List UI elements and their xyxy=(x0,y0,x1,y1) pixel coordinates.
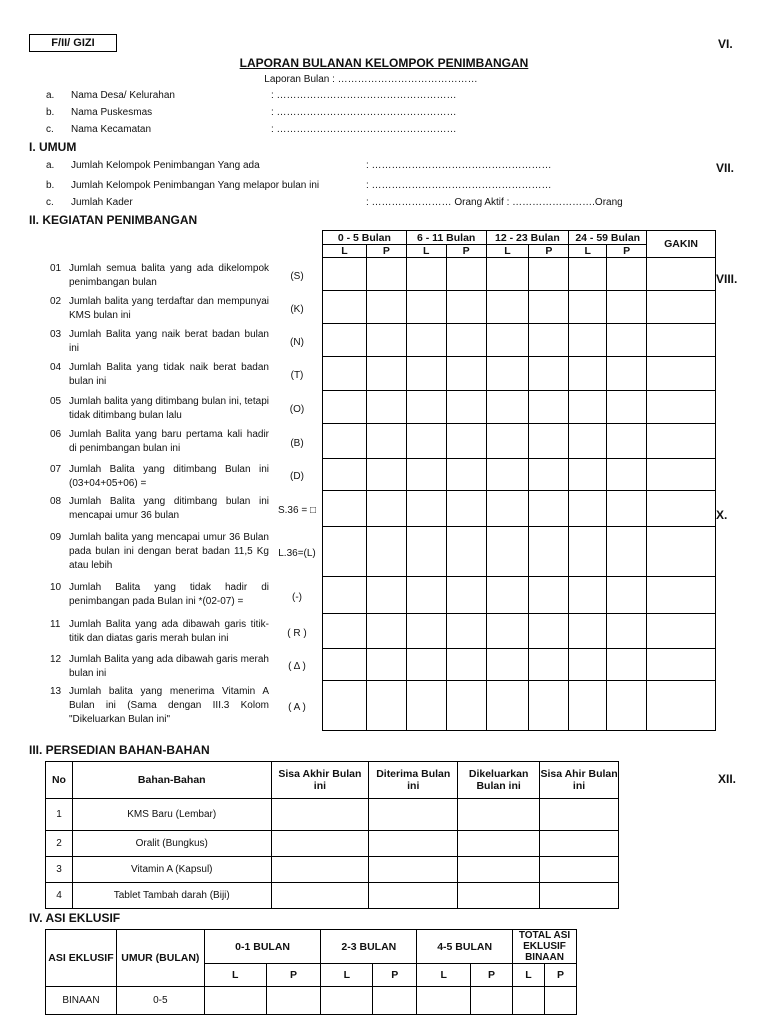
col-bahan: Bahan-Bahan xyxy=(72,762,271,799)
kegiatan-cell[interactable] xyxy=(486,527,529,577)
identity-label: Nama Desa/ Kelurahan xyxy=(71,90,175,101)
asi-group-header: 2-3 BULAN xyxy=(321,930,417,964)
persediaan-cell[interactable] xyxy=(271,831,369,857)
persediaan-no: 1 xyxy=(46,799,73,831)
margin-roman-x: X. xyxy=(716,508,728,522)
asi-sub-l: L xyxy=(204,964,266,987)
kegiatan-cell[interactable] xyxy=(323,291,367,324)
kegiatan-cell[interactable] xyxy=(366,614,406,649)
kegiatan-cell[interactable] xyxy=(406,577,446,614)
kegiatan-row xyxy=(323,649,716,681)
persediaan-cell[interactable] xyxy=(369,857,458,883)
kegiatan-cell[interactable] xyxy=(446,424,486,459)
persediaan-cell[interactable] xyxy=(369,799,458,831)
kegiatan-cell[interactable] xyxy=(323,324,367,357)
group-header: 24 - 59 Bulan xyxy=(569,231,647,245)
persediaan-cell[interactable] xyxy=(369,883,458,909)
kegiatan-row-text: Jumlah Balita yang baru pertama kali hadir di penimbangan bulan ini xyxy=(69,429,269,454)
kegiatan-row-text: Jumlah Balita yang ada dibawah garis merah bulan ini xyxy=(69,654,269,679)
umum-label: Jumlah Kelompok Penimbangan Yang ada xyxy=(71,160,260,171)
kegiatan-cell[interactable] xyxy=(529,491,569,527)
kegiatan-row-code: (S) xyxy=(290,270,304,282)
persediaan-row xyxy=(46,799,619,831)
kegiatan-cell[interactable] xyxy=(366,649,406,681)
kegiatan-row-code: (T) xyxy=(290,370,304,381)
kegiatan-row-text: Jumlah semua balita yang ada dikelompok penimbangan bulan xyxy=(69,263,269,288)
kegiatan-cell[interactable] xyxy=(366,527,406,577)
umum-letter: b. xyxy=(46,180,55,191)
sub-header-l: L xyxy=(323,245,367,258)
section-persediaan-title: III. PERSEDIAN BAHAN-BAHAN xyxy=(29,743,210,757)
kegiatan-row-number: 07 xyxy=(50,464,62,475)
kegiatan-cell[interactable] xyxy=(529,577,569,614)
page-title: LAPORAN BULANAN KELOMPOK PENIMBANGAN xyxy=(239,56,529,70)
margin-roman-vii: VII. xyxy=(716,161,735,175)
sub-header-p: P xyxy=(607,245,647,258)
identity-value: : ……………………………………………… xyxy=(271,124,457,135)
kegiatan-cell[interactable] xyxy=(607,291,647,324)
kegiatan-cell[interactable] xyxy=(366,681,406,731)
kegiatan-cell[interactable] xyxy=(323,681,367,731)
kegiatan-cell[interactable] xyxy=(486,459,529,491)
col-dikeluarkan: Dikeluarkan Bulan ini xyxy=(458,762,540,799)
kegiatan-row-code: ( R ) xyxy=(287,627,307,639)
kegiatan-cell[interactable] xyxy=(323,357,367,391)
kegiatan-cell[interactable] xyxy=(529,357,569,391)
umum-label: Jumlah Kader xyxy=(71,197,133,208)
kegiatan-cell[interactable] xyxy=(406,681,446,731)
kegiatan-row xyxy=(323,681,716,731)
kegiatan-cell[interactable] xyxy=(366,424,406,459)
kegiatan-cell[interactable] xyxy=(323,391,367,424)
section-umum-title: I. UMUM xyxy=(29,140,77,154)
kegiatan-cell[interactable] xyxy=(569,577,607,614)
kegiatan-row-code: (-) xyxy=(292,591,302,603)
kegiatan-row-text: Jumlah balita yang mencapai umur 36 Bulan pada bulan ini dengan berat badan 11,5 Kg atau lebih xyxy=(69,532,269,571)
umum-value: : ……………………………………………… xyxy=(366,160,552,171)
section-asi-title: IV. ASI EKLUSIF xyxy=(29,911,121,925)
asi-sub-p: P xyxy=(266,964,321,987)
kegiatan-cell[interactable] xyxy=(647,577,716,614)
identity-value: : ……………………………………………… xyxy=(271,107,457,118)
kegiatan-row-code: ( Δ ) xyxy=(288,661,306,672)
kegiatan-cell[interactable] xyxy=(406,357,446,391)
kegiatan-cell[interactable] xyxy=(607,527,647,577)
kegiatan-row-number: 06 xyxy=(50,429,62,440)
kegiatan-cell[interactable] xyxy=(323,527,367,577)
kegiatan-row-number: 03 xyxy=(50,329,62,340)
kegiatan-row-code: S.36 = □ xyxy=(277,505,316,516)
kegiatan-cell[interactable] xyxy=(323,614,367,649)
kegiatan-cell[interactable] xyxy=(569,491,607,527)
kegiatan-cell[interactable] xyxy=(607,614,647,649)
kegiatan-cell[interactable] xyxy=(446,649,486,681)
kegiatan-cell[interactable] xyxy=(529,527,569,577)
col-no: No xyxy=(46,762,73,799)
kegiatan-cell[interactable] xyxy=(607,577,647,614)
kegiatan-row-text: Jumlah Balita yang ditimbang Bulan ini (03+04+05+06) = xyxy=(69,464,269,489)
kegiatan-row-number: 09 xyxy=(50,532,62,543)
kegiatan-row xyxy=(323,324,716,357)
group-header: 6 - 11 Bulan xyxy=(406,231,486,245)
umum-value: : …………………… Orang Aktif : …………………….Orang xyxy=(366,197,623,208)
kegiatan-cell[interactable] xyxy=(366,291,406,324)
kegiatan-row-number: 12 xyxy=(50,654,62,665)
asi-cell[interactable] xyxy=(321,987,373,1015)
kegiatan-cell[interactable] xyxy=(406,324,446,357)
persediaan-row xyxy=(46,883,619,909)
kegiatan-cell[interactable] xyxy=(647,614,716,649)
persediaan-cell[interactable] xyxy=(369,831,458,857)
sub-header-p: P xyxy=(446,245,486,258)
kegiatan-cell[interactable] xyxy=(569,649,607,681)
kegiatan-row-text: Jumlah balita yang terdaftar dan mempunyai KMS bulan ini xyxy=(69,296,269,321)
asi-col-umur: UMUR (BULAN) xyxy=(116,930,204,987)
persediaan-cell[interactable] xyxy=(540,883,619,909)
kegiatan-cell[interactable] xyxy=(446,258,486,291)
persediaan-cell[interactable] xyxy=(458,883,540,909)
asi-sub-l: L xyxy=(417,964,471,987)
identity-label: Nama Puskesmas xyxy=(71,107,153,118)
persediaan-cell[interactable] xyxy=(540,831,619,857)
kegiatan-cell[interactable] xyxy=(647,324,716,357)
asi-sub-p: P xyxy=(373,964,417,987)
asi-total-header: TOTAL ASI EKLUSIF BINAAN xyxy=(513,930,577,964)
kegiatan-cell[interactable] xyxy=(486,391,529,424)
kegiatan-cell[interactable] xyxy=(406,527,446,577)
kegiatan-cell[interactable] xyxy=(569,614,607,649)
kegiatan-cell[interactable] xyxy=(406,649,446,681)
kegiatan-cell[interactable] xyxy=(446,614,486,649)
kegiatan-row xyxy=(323,577,716,614)
kegiatan-cell[interactable] xyxy=(323,424,367,459)
kegiatan-row-code: L.36=(L) xyxy=(278,548,316,559)
kegiatan-row xyxy=(323,357,716,391)
kegiatan-cell[interactable] xyxy=(486,357,529,391)
kegiatan-cell[interactable] xyxy=(406,459,446,491)
kegiatan-cell[interactable] xyxy=(569,459,607,491)
margin-roman-vi: VI. xyxy=(718,37,733,51)
asi-cell[interactable] xyxy=(417,987,471,1015)
kegiatan-cell[interactable] xyxy=(446,324,486,357)
kegiatan-cell[interactable] xyxy=(323,649,367,681)
kegiatan-cell[interactable] xyxy=(647,649,716,681)
persediaan-item: KMS Baru (Lembar) xyxy=(72,799,271,831)
kegiatan-row-code: (O) xyxy=(289,403,305,415)
kegiatan-row-text: Jumlah Balita yang tidak hadir di penimbangan pada Bulan ini *(02-07) = xyxy=(69,582,269,607)
kegiatan-cell[interactable] xyxy=(446,391,486,424)
kegiatan-row xyxy=(323,459,716,491)
kegiatan-row xyxy=(323,527,716,577)
asi-table xyxy=(45,929,577,1015)
kegiatan-cell[interactable] xyxy=(529,681,569,731)
kegiatan-row-text: Jumlah balita yang ditimbang bulan ini, tetapi tidak ditimbang bulan lalu xyxy=(69,396,269,421)
kegiatan-cell[interactable] xyxy=(486,291,529,324)
persediaan-cell[interactable] xyxy=(458,799,540,831)
kegiatan-cell[interactable] xyxy=(607,391,647,424)
kegiatan-cell[interactable] xyxy=(569,424,607,459)
kegiatan-cell[interactable] xyxy=(607,459,647,491)
col-diterima: Diterima Bulan ini xyxy=(369,762,458,799)
sub-header-p: P xyxy=(366,245,406,258)
gakin-header: GAKIN xyxy=(647,231,716,258)
persediaan-no: 2 xyxy=(46,831,73,857)
kegiatan-cell[interactable] xyxy=(366,577,406,614)
asi-cell[interactable] xyxy=(471,987,513,1015)
kegiatan-cell[interactable] xyxy=(607,491,647,527)
umum-letter: a. xyxy=(46,160,55,171)
umum-label: Jumlah Kelompok Penimbangan Yang melapor bulan ini xyxy=(71,180,320,191)
persediaan-no: 4 xyxy=(46,883,73,909)
kegiatan-row-text: Jumlah Balita yang ada dibawah garis titik-titik dan diatas garis merah bulan ini xyxy=(69,619,269,644)
kegiatan-cell[interactable] xyxy=(569,681,607,731)
umum-letter: c. xyxy=(46,197,54,208)
kegiatan-cell[interactable] xyxy=(323,459,367,491)
asi-cell[interactable] xyxy=(373,987,417,1015)
kegiatan-row xyxy=(323,391,716,424)
asi-group-header: 4-5 BULAN xyxy=(417,930,513,964)
kegiatan-cell[interactable] xyxy=(569,258,607,291)
kegiatan-cell[interactable] xyxy=(406,424,446,459)
sub-header-l: L xyxy=(486,245,529,258)
margin-roman-viii: VIII. xyxy=(716,272,738,286)
kegiatan-cell[interactable] xyxy=(446,491,486,527)
persediaan-item: Tablet Tambah darah (Biji) xyxy=(72,883,271,909)
kegiatan-cell[interactable] xyxy=(486,577,529,614)
col-sisa-akhir: Sisa Akhir Bulan ini xyxy=(271,762,369,799)
persediaan-row xyxy=(46,857,619,883)
kegiatan-row xyxy=(323,614,716,649)
persediaan-no: 3 xyxy=(46,857,73,883)
kegiatan-cell[interactable] xyxy=(406,258,446,291)
kegiatan-row-code: (N) xyxy=(290,336,304,348)
kegiatan-cell[interactable] xyxy=(569,527,607,577)
section-kegiatan-title: II. KEGIATAN PENIMBANGAN xyxy=(29,213,198,227)
kegiatan-cell[interactable] xyxy=(406,614,446,649)
identity-letter: b. xyxy=(46,107,55,118)
kegiatan-cell[interactable] xyxy=(647,459,716,491)
kegiatan-cell[interactable] xyxy=(569,357,607,391)
col-sisa-ahir: Sisa Ahir Bulan ini xyxy=(540,762,619,799)
kegiatan-cell[interactable] xyxy=(366,459,406,491)
kegiatan-cell[interactable] xyxy=(446,357,486,391)
kegiatan-cell[interactable] xyxy=(446,459,486,491)
kegiatan-cell[interactable] xyxy=(406,391,446,424)
kegiatan-cell[interactable] xyxy=(486,681,529,731)
kegiatan-cell[interactable] xyxy=(529,459,569,491)
persediaan-table xyxy=(45,761,619,909)
kegiatan-row-code: (B) xyxy=(290,437,304,449)
kegiatan-cell[interactable] xyxy=(647,681,716,731)
identity-letter: c. xyxy=(46,124,54,135)
kegiatan-cell[interactable] xyxy=(406,291,446,324)
kegiatan-cell[interactable] xyxy=(529,614,569,649)
asi-row-label: BINAAN xyxy=(46,987,117,1015)
persediaan-item: Vitamin A (Kapsul) xyxy=(72,857,271,883)
group-header: 12 - 23 Bulan xyxy=(486,231,569,245)
kegiatan-cell[interactable] xyxy=(323,577,367,614)
kegiatan-cell[interactable] xyxy=(529,649,569,681)
kegiatan-row-number: 04 xyxy=(50,362,62,373)
kegiatan-cell[interactable] xyxy=(647,391,716,424)
kegiatan-cell[interactable] xyxy=(366,324,406,357)
kegiatan-row-number: 11 xyxy=(50,619,61,630)
kegiatan-cell[interactable] xyxy=(569,291,607,324)
asi-col-label: ASI EKLUSIF xyxy=(46,930,117,987)
kegiatan-row xyxy=(323,491,716,527)
kegiatan-cell[interactable] xyxy=(647,491,716,527)
kegiatan-row-code: (K) xyxy=(290,303,304,315)
kegiatan-row-number: 13 xyxy=(50,686,62,697)
kegiatan-cell[interactable] xyxy=(486,649,529,681)
kegiatan-row-text: Jumlah Balita yang naik berat badan bulan ini xyxy=(69,329,269,354)
kegiatan-cell[interactable] xyxy=(529,424,569,459)
report-month-line: Laporan Bulan : …………………………………… xyxy=(264,74,478,85)
kegiatan-cell[interactable] xyxy=(366,391,406,424)
kegiatan-row-number: 02 xyxy=(50,296,62,307)
asi-sub-p: P xyxy=(471,964,513,987)
kegiatan-cell[interactable] xyxy=(446,577,486,614)
kegiatan-cell[interactable] xyxy=(529,291,569,324)
asi-row-umur: 0-5 xyxy=(116,987,204,1015)
persediaan-cell[interactable] xyxy=(540,799,619,831)
kegiatan-cell[interactable] xyxy=(647,291,716,324)
kegiatan-cell[interactable] xyxy=(607,258,647,291)
kegiatan-cell[interactable] xyxy=(486,491,529,527)
kegiatan-cell[interactable] xyxy=(406,491,446,527)
kegiatan-row-code: (D) xyxy=(290,471,304,482)
kegiatan-row-text: Jumlah balita yang menerima Vitamin A Bulan ini (Sama dengan III.3 Kolom "Dikeluarkan Bulan ini" xyxy=(69,686,269,725)
asi-cell[interactable] xyxy=(266,987,321,1015)
persediaan-item: Oralit (Bungkus) xyxy=(72,831,271,857)
sub-header-p: P xyxy=(529,245,569,258)
kegiatan-row-code: ( A ) xyxy=(288,702,306,713)
kegiatan-cell[interactable] xyxy=(569,324,607,357)
persediaan-cell[interactable] xyxy=(458,857,540,883)
identity-value: : ……………………………………………… xyxy=(271,90,457,101)
kegiatan-row xyxy=(323,258,716,291)
kegiatan-cell[interactable] xyxy=(323,491,367,527)
sub-header-l: L xyxy=(569,245,607,258)
persediaan-cell[interactable] xyxy=(540,857,619,883)
kegiatan-row-text: Jumlah Balita yang ditimbang bulan ini mencapai umur 36 bulan xyxy=(69,496,269,521)
kegiatan-cell[interactable] xyxy=(647,424,716,459)
kegiatan-cell[interactable] xyxy=(529,258,569,291)
kegiatan-row-number: 10 xyxy=(50,582,62,593)
asi-sub-l: L xyxy=(513,964,545,987)
asi-cell[interactable] xyxy=(544,987,576,1015)
kegiatan-row-number: 01 xyxy=(50,263,62,274)
kegiatan-cell[interactable] xyxy=(569,391,607,424)
form-code: F/II/ GIZI xyxy=(29,34,117,52)
kegiatan-cell[interactable] xyxy=(486,258,529,291)
kegiatan-cell[interactable] xyxy=(647,357,716,391)
asi-sub-p: P xyxy=(544,964,576,987)
persediaan-cell[interactable] xyxy=(271,799,369,831)
asi-cell[interactable] xyxy=(204,987,266,1015)
kegiatan-cell[interactable] xyxy=(607,424,647,459)
kegiatan-cell[interactable] xyxy=(607,681,647,731)
kegiatan-cell[interactable] xyxy=(366,357,406,391)
kegiatan-cell[interactable] xyxy=(607,649,647,681)
kegiatan-cell[interactable] xyxy=(446,291,486,324)
kegiatan-cell[interactable] xyxy=(486,614,529,649)
persediaan-cell[interactable] xyxy=(271,883,369,909)
asi-sub-l: L xyxy=(321,964,373,987)
umum-value: : ……………………………………………… xyxy=(366,180,552,191)
identity-letter: a. xyxy=(46,90,55,101)
kegiatan-cell[interactable] xyxy=(647,527,716,577)
kegiatan-row xyxy=(323,291,716,324)
sub-header-l: L xyxy=(406,245,446,258)
kegiatan-cell[interactable] xyxy=(607,324,647,357)
kegiatan-cell[interactable] xyxy=(647,258,716,291)
kegiatan-cell[interactable] xyxy=(323,258,367,291)
kegiatan-row xyxy=(323,424,716,459)
persediaan-cell[interactable] xyxy=(271,857,369,883)
group-header: 0 - 5 Bulan xyxy=(323,231,407,245)
persediaan-row xyxy=(46,831,619,857)
asi-cell[interactable] xyxy=(513,987,545,1015)
kegiatan-row-text: Jumlah Balita yang tidak naik berat badan bulan ini xyxy=(69,362,269,387)
kegiatan-cell[interactable] xyxy=(529,324,569,357)
kegiatan-cell[interactable] xyxy=(607,357,647,391)
kegiatan-cell[interactable] xyxy=(529,391,569,424)
kegiatan-cell[interactable] xyxy=(486,424,529,459)
asi-group-header: 0-1 BULAN xyxy=(204,930,321,964)
identity-label: Nama Kecamatan xyxy=(71,124,152,135)
margin-roman-xii: XII. xyxy=(718,772,737,786)
kegiatan-cell[interactable] xyxy=(366,258,406,291)
persediaan-cell[interactable] xyxy=(458,831,540,857)
kegiatan-table xyxy=(322,230,716,731)
kegiatan-row-number: 05 xyxy=(50,396,62,407)
kegiatan-row-number: 08 xyxy=(50,496,62,507)
kegiatan-cell[interactable] xyxy=(366,491,406,527)
kegiatan-cell[interactable] xyxy=(486,324,529,357)
kegiatan-cell[interactable] xyxy=(446,527,486,577)
kegiatan-cell[interactable] xyxy=(446,681,486,731)
